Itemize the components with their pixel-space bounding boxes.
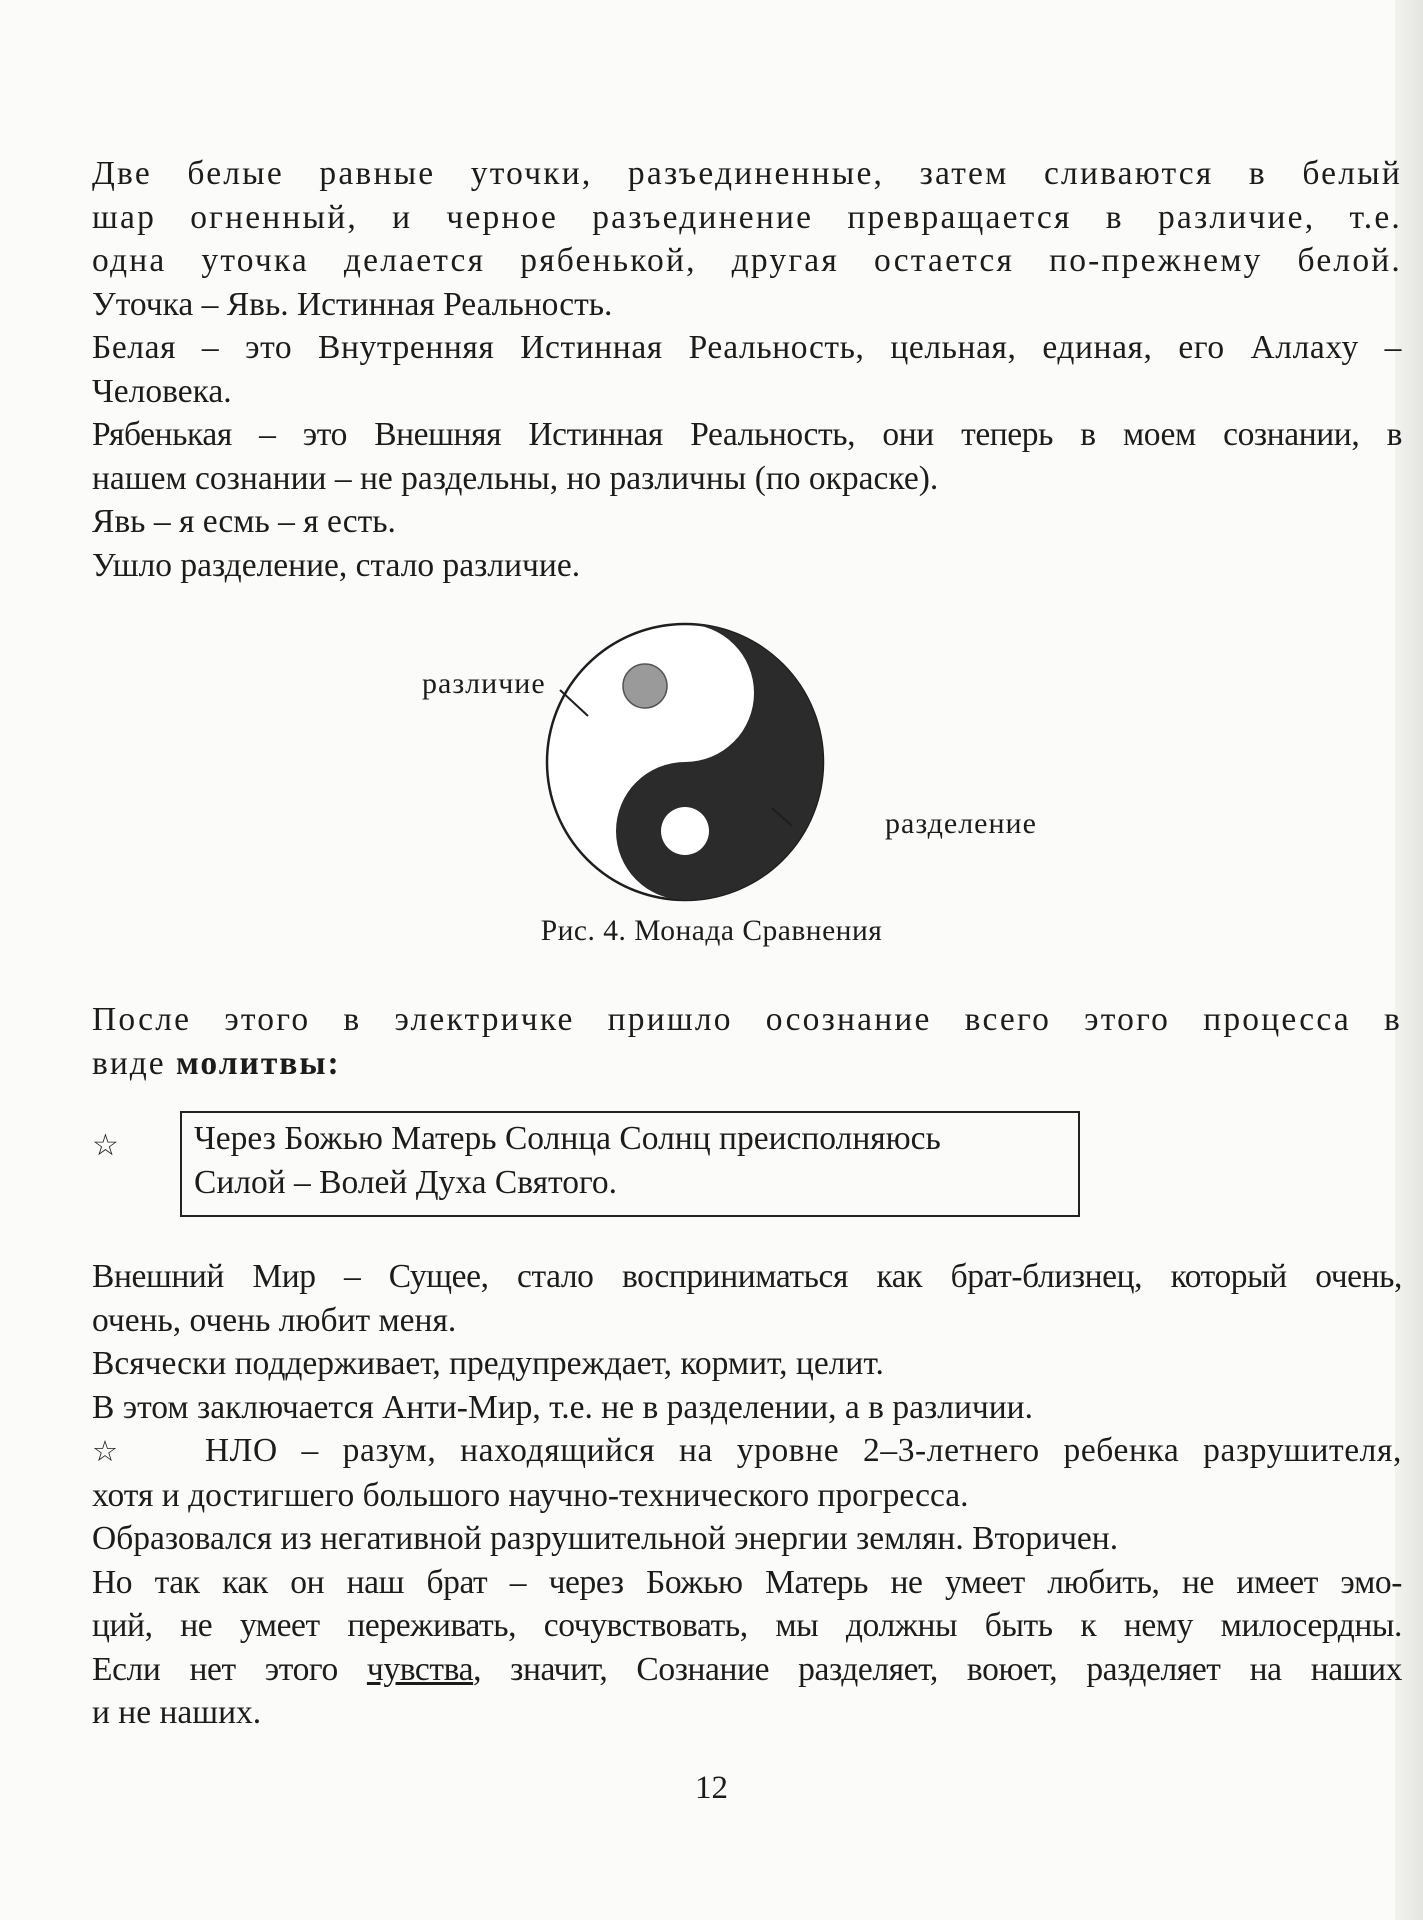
text-line: Явь – я есмь – я есть. [92, 503, 396, 540]
prayer-word: молитвы: [176, 1044, 341, 1082]
text-line: Образовался из негативной разрушительной энергии землян. Вторичен. [92, 1520, 1119, 1557]
text-line: Рябенькая – это Внешняя Истинная Реальность, они теперь в моем сознании, в [92, 416, 1402, 453]
prayer-line: Силой – Волей Духа Святого. [194, 1164, 617, 1201]
bottom-text-block [92, 1255, 1402, 1735]
text-line: В этом заключается Анти-Мир, т.е. не в разделении, а в различии. [92, 1388, 1033, 1426]
text-line: Ушло разделение, стало различие. [92, 546, 581, 584]
yin-yang-diagram [420, 612, 1100, 912]
label-difference: различие [422, 667, 546, 700]
text-line: нашем сознании – не раздельны, но различны (по окраске). [92, 459, 939, 497]
text-line: Уточка – Явь. Истинная Реальность. [92, 285, 613, 323]
text-line: Но так как он наш брат – через Божью Матерь не умеет любить, не имеет эмо- [92, 1563, 1402, 1601]
text-line: После этого в электричке пришло осознание всего этого процесса в [92, 1001, 1402, 1038]
top-text-block [92, 152, 1402, 587]
intro-prefix: виде [92, 1044, 177, 1082]
text-line: Всячески поддерживает, предупреждает, кормит, целит. [92, 1345, 884, 1382]
intro-block [92, 998, 1402, 1085]
figure-caption: Рис. 4. Монада Сравнения [540, 915, 883, 947]
text-line [92, 1429, 1402, 1474]
star-icon: ☆ [92, 1434, 134, 1468]
text-line: одна уточка делается рябенькой, другая остается по-прежнему белой. [92, 242, 1402, 279]
text-line: Белая – это Внутренняя Истинная Реальность, цельная, единая, его Аллаху – [92, 329, 1402, 366]
prayer-box [180, 1111, 1080, 1217]
underlined-word: чувства [366, 1650, 474, 1688]
text-line: Внешний Мир – Сущее, стало восприниматься как брат-близнец, который очень, [92, 1258, 1402, 1295]
text-line [92, 1042, 1402, 1086]
prayer-line: Через Божью Матерь Солнца Солнц преисполняюсь [194, 1120, 941, 1157]
star-icon: ☆ [92, 1128, 119, 1163]
text-line: Человека. [92, 372, 232, 410]
light-dot [661, 807, 709, 855]
text-line: Две белые равные уточки, разъединенные, затем сливаются в белый [92, 155, 1402, 192]
text-line: и не наших. [92, 1694, 262, 1731]
text-line: шар огненный, и черное разъединение превращается в различие, т.е. [92, 198, 1402, 236]
label-separation: разделение [885, 807, 1037, 840]
text-line [92, 1648, 1402, 1692]
monad-figure [420, 612, 1100, 912]
text-fragment: Если нет этого [92, 1650, 367, 1688]
text-line: очень, очень любит меня. [92, 1301, 457, 1339]
text-line: ций, не умеет переживать, сочувствовать, мы должны быть к нему милосердны. [92, 1607, 1402, 1644]
ufo-line: НЛО – разум, находящийся на уровне 2–3-летнего ребенка разрушителя, [204, 1432, 1402, 1469]
page-number: 12 [695, 1770, 728, 1806]
text-line: хотя и достигшего большого научно-технического прогресса. [92, 1476, 969, 1514]
text-fragment: , значит, Сознание разделяет, воюет, разделяет на наших [473, 1650, 1402, 1688]
gray-dot [623, 664, 667, 708]
